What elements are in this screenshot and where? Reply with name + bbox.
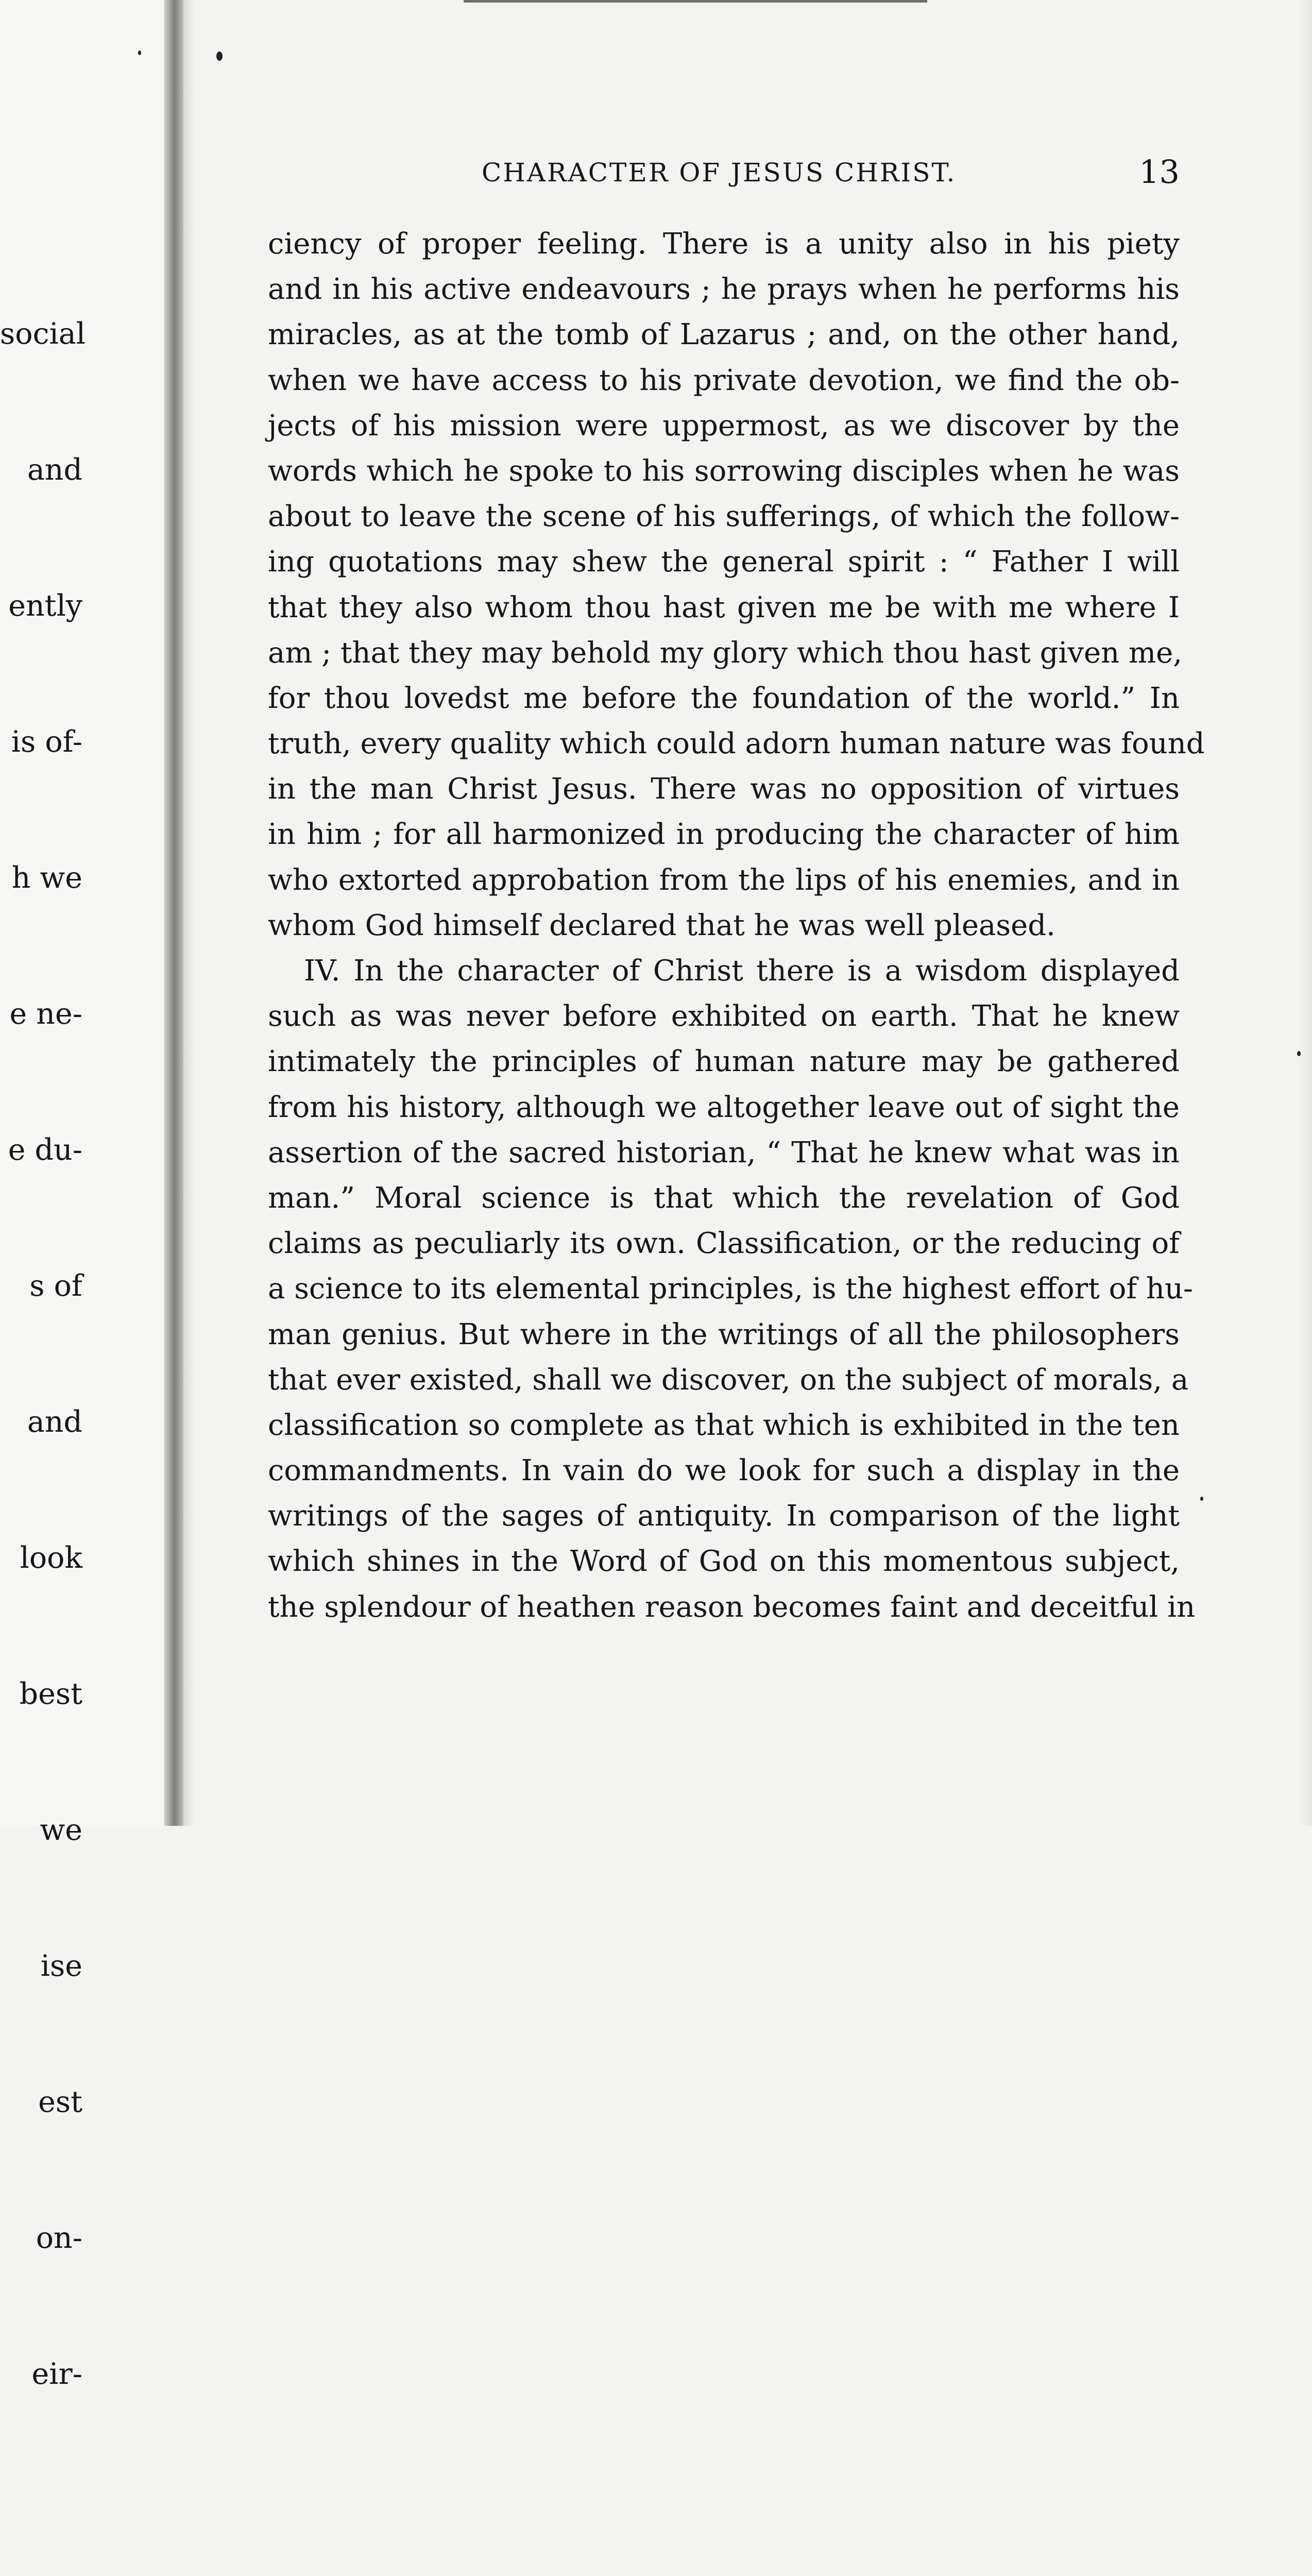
text-line: truth, every quality which could adorn human nature was found (268, 727, 1205, 761)
text-line: man genius. But where in the writings of all the philosophers (268, 1317, 1180, 1351)
paragraph-last-line: whom God himself declared that he was well pleased. (268, 908, 1055, 942)
text-line: writings of the sages of antiquity. In comparison of the light (268, 1499, 1180, 1533)
text-line: assertion of the sacred historian, “ That he knew what was in (268, 1136, 1180, 1170)
text-line: and in his active endeavours ; he prays when he performs his (268, 273, 1180, 307)
text-line: for thou lovedst me before the foundation of the world.” In (268, 681, 1180, 715)
running-title: CHARACTER OF JESUS CHRIST. (482, 158, 957, 188)
facing-line: look (20, 1541, 82, 1575)
ink-speck (1297, 1051, 1301, 1056)
text-line: such as was never before exhibited on earth. That he knew (268, 999, 1180, 1033)
facing-page-text (0, 221, 86, 2576)
facing-line (0, 2487, 82, 2533)
facing-line: e du- (8, 1133, 82, 1167)
facing-line: social (0, 317, 86, 351)
text-line: commandments. In vain do we look for such a display in the (268, 1454, 1180, 1488)
facing-line: on- (36, 2221, 82, 2255)
text-line: claims as peculiarly its own. Classification, or the reducing of (268, 1227, 1180, 1261)
text-line: which shines in the Word of God on this momentous subject, (268, 1545, 1180, 1579)
ink-speck (1200, 1497, 1203, 1501)
facing-line: e ne- (9, 997, 82, 1031)
text-line: ing quotations may shew the general spirit : “ Father I will (268, 545, 1180, 579)
facing-line: and (27, 453, 82, 487)
page-right-edge (1298, 0, 1312, 1826)
text-line: from his history, although we altogether leave out of sight the (268, 1090, 1180, 1124)
page-body (268, 222, 1205, 1630)
text-line: who extorted approbation from the lips of his enemies, and in (268, 863, 1180, 897)
text-line: when we have access to his private devotion, we find the ob- (268, 363, 1180, 397)
text-line: man.” Moral science is that which the revelation of God (268, 1181, 1180, 1215)
text-line: in him ; for all harmonized in producing the character of him (268, 818, 1180, 852)
ink-speck (138, 50, 141, 55)
facing-line: eir- (31, 2357, 82, 2391)
text-line: ciency of proper feeling. There is a unity also in his piety (268, 227, 1180, 261)
facing-line: s of (29, 1269, 82, 1303)
facing-line: ently (8, 589, 82, 623)
text-line: about to leave the scene of his sufferings, of which the follow- (268, 500, 1180, 534)
page-number: 13 (1139, 153, 1180, 191)
text-line: miracles, as at the tomb of Lazarus ; and, on the other hand, (268, 318, 1180, 352)
text-line: classification so complete as that which is exhibited in the ten (268, 1408, 1180, 1442)
book-gutter (164, 0, 183, 1826)
facing-line: we (40, 1813, 82, 1847)
paragraph-first-line: IV. In the character of Christ there is a wisdom displayed (304, 954, 1180, 988)
text-line: intimately the principles of human nature may be gathered (268, 1045, 1180, 1079)
gutter-shadow (183, 0, 195, 1826)
text-line: that ever existed, shall we discover, on the subject of morals, a (268, 1363, 1189, 1397)
text-line: am ; that they may behold my glory which thou hast given me, (268, 636, 1183, 670)
facing-line: and (27, 1405, 82, 1439)
ink-speck (216, 52, 223, 61)
page-header (268, 155, 1180, 196)
text-line: that they also whom thou hast given me be with me where I (268, 590, 1180, 624)
text-line: the splendour of heathen reason becomes faint and deceitful in (268, 1590, 1196, 1624)
text-line: in the man Christ Jesus. There was no opposition of virtues (268, 772, 1180, 806)
facing-line: best (19, 1677, 82, 1711)
page-top-edge (464, 0, 927, 3)
text-line: jects of his mission were uppermost, as we discover by the (268, 409, 1180, 443)
text-line: words which he spoke to his sorrowing disciples when he was (268, 454, 1180, 488)
facing-line: est (38, 2085, 82, 2119)
facing-page-fragment (0, 0, 164, 2391)
facing-line: h we (11, 861, 82, 895)
facing-line: is of- (11, 725, 82, 759)
text-line: a science to its elemental principles, is the highest effort of hu- (268, 1272, 1193, 1306)
facing-line: ise (40, 1949, 82, 1983)
